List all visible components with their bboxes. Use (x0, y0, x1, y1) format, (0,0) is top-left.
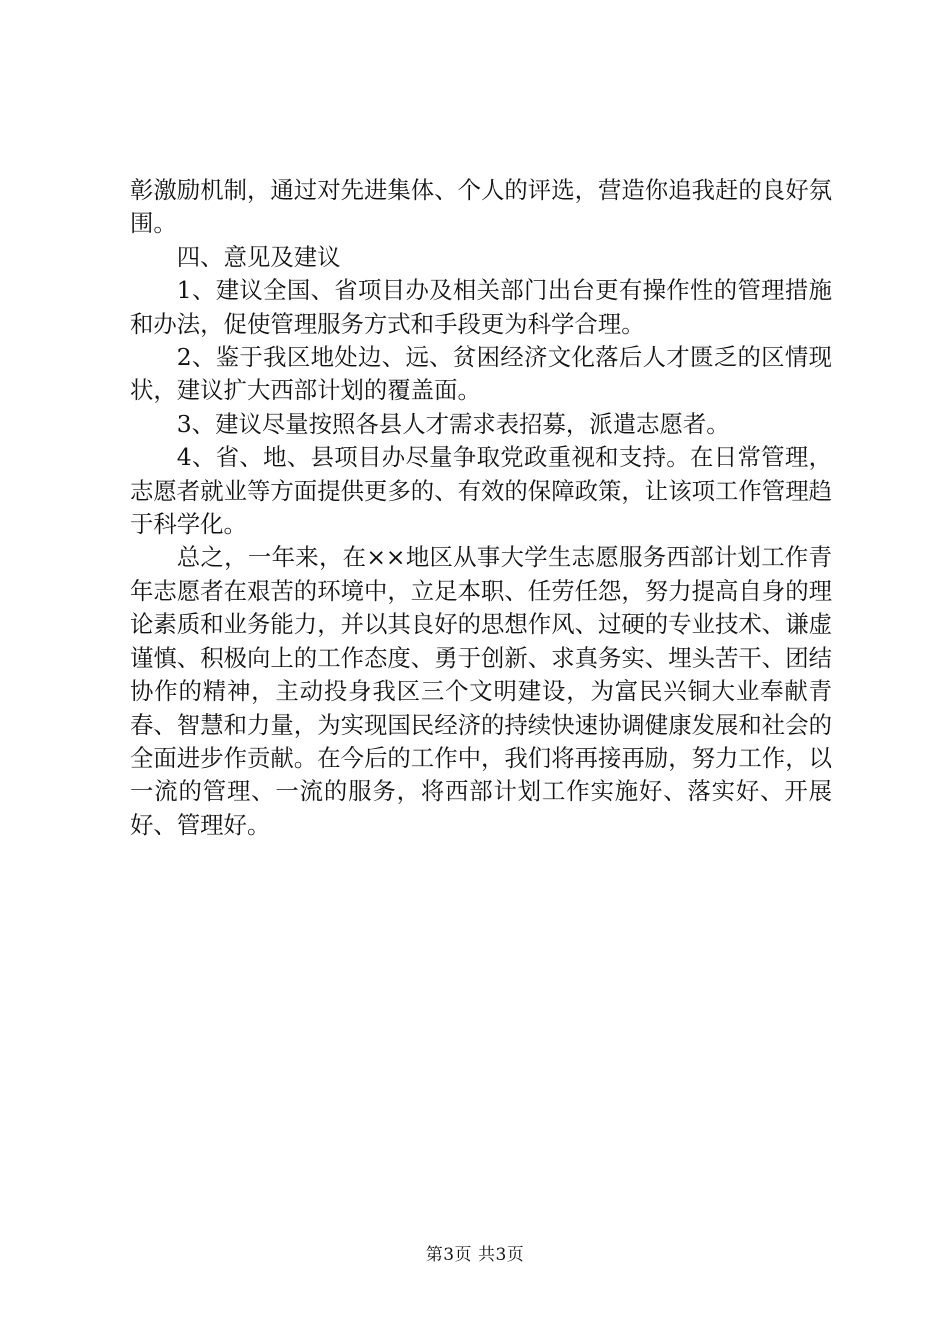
section-heading: 四、意见及建议 (176, 242, 341, 271)
document-body (130, 174, 832, 842)
page-number-footer: 第3页 共3页 (425, 1245, 525, 1265)
suggestion-paragraph-1: 1、建议全国、省项目办及相关部门出台更有操作性的管理措施和办法，促使管理服务方式和手段更为科学合理。 (130, 276, 832, 338)
paragraph-continuation: 彰激励机制，通过对先进集体、个人的评选，营造你追我赶的良好氛围。 (130, 176, 832, 238)
suggestion-paragraph-3: 3、建议尽量按照各县人才需求表招募，派遣志愿者。 (176, 409, 730, 438)
summary-paragraph: 总之，一年来，在××地区从事大学生志愿服务西部计划工作青年志愿者在艰苦的环境中，立足本职、任劳任怨，努力提高自身的理论素质和业务能力，并以其良好的思想作风、过硬的专业技术、谦虚谨慎、积极向上的工作态度、勇于创新、求真务实、埋头苦干、团结协作的精神，主动投身我区三个文明建设，为富民兴铜大业奉献青春、智慧和力量，为实现国民经济的持续快速协调健康发展和社会的全面进步作贡献。在今后的工作中，我们将再接再励，努力工作，以一流的管理、一流的服务，将西部计划工作实施好、落实好、开展好、管理好。 (130, 543, 832, 839)
suggestion-paragraph-2: 2、鉴于我区地处边、远、贫困经济文化落后人才匮乏的区情现状，建议扩大西部计划的覆盖面。 (130, 343, 832, 405)
suggestion-paragraph-4: 4、省、地、县项目办尽量争取党政重视和支持。在日常管理，志愿者就业等方面提供更多的、有效的保障政策，让该项工作管理趋于科学化。 (130, 443, 832, 539)
